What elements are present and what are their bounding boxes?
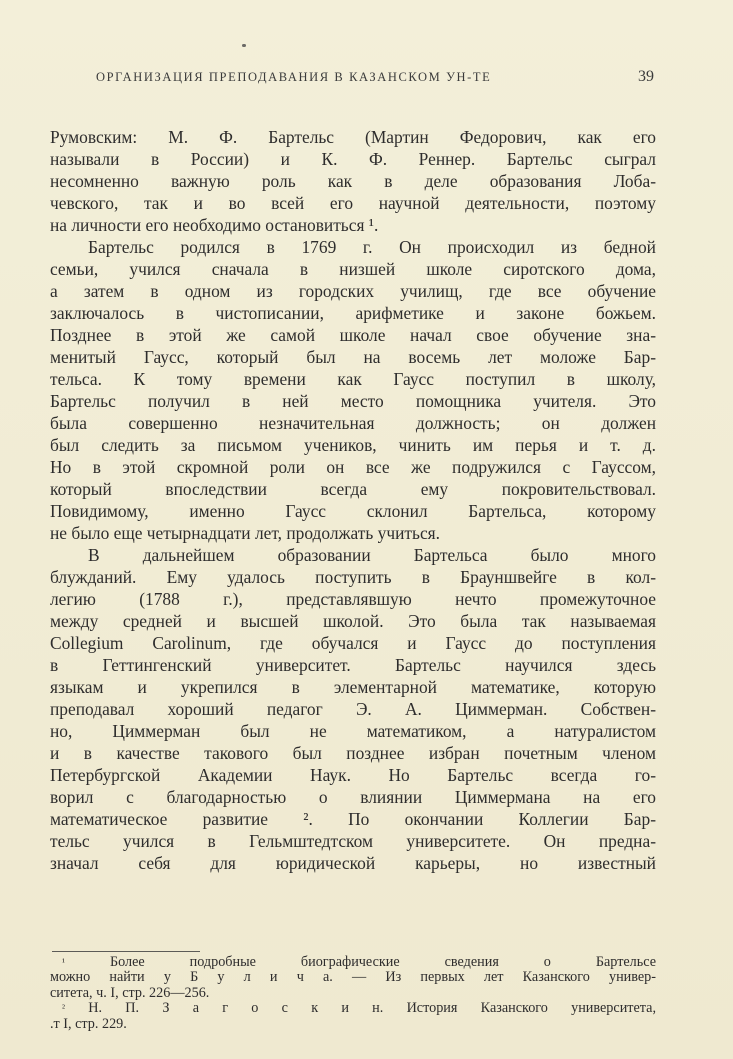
footnote-1 bbox=[62, 955, 656, 970]
footnote-1-cont: ситета, ч. I, стр. 226—256. bbox=[50, 984, 210, 1001]
text-line: Петербургской Академии Наук. Но Бартельс всегда го- bbox=[50, 765, 656, 785]
footnote-mark: ² bbox=[62, 1003, 65, 1015]
text-line: значал себя для юридической карьеры, но известный bbox=[50, 853, 656, 873]
page-number: 39 bbox=[638, 68, 654, 85]
page-header bbox=[96, 70, 654, 92]
text-line: и в качестве такового был позднее избран почетным членом bbox=[50, 743, 656, 763]
footnote-mark: ¹ bbox=[62, 957, 65, 968]
text-line: преподавал хороший педагог Э. А. Циммерман. Собствен- bbox=[50, 699, 656, 719]
text-line: Румовским: М. Ф. Бартельс (Мартин Федорович, как его bbox=[50, 127, 656, 147]
text-line: менитый Гаусс, который был на восемь лет моложе Бар- bbox=[50, 347, 656, 367]
text-line: тельса. К тому времени как Гаусс поступил в школу, bbox=[50, 369, 656, 389]
footnote-rule bbox=[52, 951, 200, 952]
text-line: а затем в одном из городских училищ, где все обучение bbox=[50, 281, 656, 301]
text-line: Повидимому, именно Гаусс склонил Бартельса, которому bbox=[50, 501, 656, 521]
text-line: чевского, так и во всей его научной деятельности, поэтому bbox=[50, 193, 656, 213]
text-line: в Геттингенский университет. Бартельс научился здесь bbox=[50, 655, 656, 675]
print-speck bbox=[242, 44, 246, 47]
text-line: легию (1788 г.), представлявшую нечто промежуточное bbox=[50, 589, 656, 609]
text-line: семьи, учился сначала в низшей школе сиротского дома, bbox=[50, 259, 656, 279]
text-line: тельс учился в Гельмштедтском университете. Он предна- bbox=[50, 831, 656, 851]
text-line: заключалось в чистописании, арифметике и законе божьем. bbox=[50, 303, 656, 323]
footnotes bbox=[50, 954, 657, 1032]
text-line: между средней и высшей школой. Это была так называемая bbox=[50, 611, 656, 631]
text-line: Бартельс родился в 1769 г. Он происходил из бедной bbox=[88, 237, 656, 257]
text-line: называли в России) и К. Ф. Реннер. Бартельс сыграл bbox=[50, 149, 656, 169]
footnote-text: Н. П. З а г о с к и н. История Казанского университета, bbox=[88, 1000, 656, 1017]
text-line: Collegium Carolinum, где обучался и Гаусс до поступления bbox=[50, 633, 656, 653]
text-line: несомненно важную роль как в деле образования Лоба- bbox=[50, 171, 656, 191]
text-line: но, Циммерман был не математиком, а натуралистом bbox=[50, 721, 656, 741]
text-line: математическое развитие ². По окончании Коллегии Бар- bbox=[50, 809, 656, 829]
body-text bbox=[50, 126, 656, 874]
text-line: ворил с благодарностью о влиянии Циммермана на его bbox=[50, 787, 656, 807]
footnote-1-cont: можно найти у Б у л и ч а. — Из первых лет Казанского универ- bbox=[50, 969, 656, 986]
text-line: Но в этой скромной роли он все же подружился с Гауссом, bbox=[50, 457, 656, 477]
footnote-2 bbox=[62, 1001, 656, 1016]
text-line: языкам и укрепился в элементарной математике, которую bbox=[50, 677, 656, 697]
text-line: В дальнейшем образовании Бартельса было много bbox=[88, 545, 656, 565]
text-line: Позднее в этой же самой школе начал свое обучение зна- bbox=[50, 325, 656, 345]
text-line: блужданий. Ему удалось поступить в Брауншвейге в кол- bbox=[50, 567, 656, 587]
running-head: ОРГАНИЗАЦИЯ ПРЕПОДАВАНИЯ В КАЗАНСКОМ УН-ТЕ bbox=[96, 70, 492, 84]
text-line: который впоследствии всегда ему покровительствовал. bbox=[50, 479, 656, 499]
footnote-text: Более подробные биографические сведения о Бартельсе bbox=[109, 954, 657, 970]
text-line: на личности его необходимо остановиться ¹. bbox=[50, 215, 379, 235]
footnote-2-cont: .т I, стр. 229. bbox=[50, 1015, 127, 1032]
text-line: была совершенно незначительная должность; он должен bbox=[50, 413, 656, 433]
text-line: был следить за письмом учеников, чинить им перья и т. д. bbox=[50, 435, 656, 455]
text-line: не было еще четырнадцати лет, продолжать учиться. bbox=[50, 523, 441, 543]
text-line: Бартельс получил в ней место помощника учителя. Это bbox=[50, 391, 656, 411]
